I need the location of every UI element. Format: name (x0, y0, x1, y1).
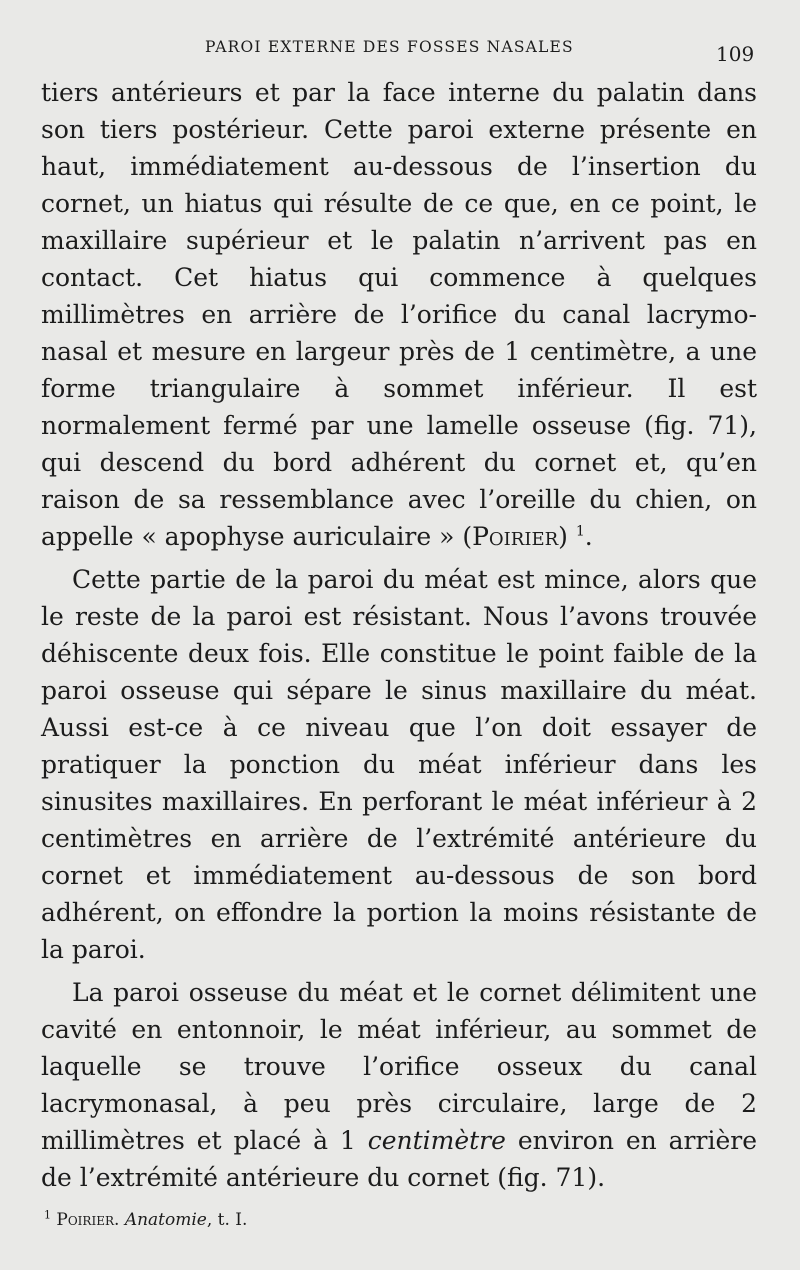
paragraph-2: Cette partie de la paroi du méat est mince, alors que le reste de la paroi est résistant. Nous l’avons trouvée déhiscente deux fois. Elle constitue le point faible de la paroi osseuse qui sépare le sinus maxillaire du méat. Aussi est-ce à ce niveau que l’on doit essayer de pratiquer la ponction du méat inférieur dans les sinusites maxillaires. En perforant le méat inférieur à 2 centimètres en arrière de l’extrémité antérieure du cornet et immédiatement au-dessous de son bord adhérent, on effondre la portion la moins résistante de la paroi. (41, 565, 757, 964)
paragraph-1-end: . (584, 522, 593, 551)
paragraph-1 (41, 74, 757, 555)
italic-term: centimètre (367, 1126, 506, 1155)
body-text (41, 74, 757, 1196)
footnote-reference[interactable]: 1 (575, 523, 585, 540)
footnote-work: Anatomie (124, 1210, 207, 1230)
author-name: Poirier (472, 522, 559, 551)
paragraph-3-after: environ en arrière de l’extrémité antérieure du cornet (fig. 71). (41, 1126, 757, 1192)
footnote-author: Poirier. (56, 1210, 120, 1230)
footnote (44, 1208, 644, 1232)
page-header (0, 36, 800, 66)
paragraph-3 (41, 974, 757, 1196)
footnote-rest: , t. I. (206, 1210, 248, 1230)
paragraph-1-after: ) (558, 522, 576, 551)
footnote-mark: 1 (44, 1208, 51, 1222)
paragraph-3-before: La paroi osseuse du méat et le cornet délimitent une cavité en entonnoir, le méat inférieur, au sommet de laquelle se trouve l’orifice osseux du canal lacrymonasal, à peu près circulaire, large de 2 millimètres et placé à 1 (41, 978, 757, 1155)
running-head: PAROI EXTERNE DES FOSSES NASALES (205, 38, 574, 56)
paragraph-1-text: tiers antérieurs et par la face interne du palatin dans son tiers postérieur. Cette paroi externe présente en haut, immédiatement au-dessous de l’insertion du cornet, un hiatus qui résulte de ce que, en ce point, le maxillaire supérieur et le palatin n’arrivent pas en contact. Cet hiatus qui commence à quelques millimètres en arrière de l’orifice du canal lacrymo-nasal et mesure en largeur près de 1 centimètre, a une forme triangulaire à sommet inférieur. Il est normalement fermé par une lamelle osseuse (fig. 71), qui descend du bord adhérent du cornet et, qu’en raison de sa ressemblance avec l’oreille du chien, on appelle « apophyse auriculaire » ( (41, 78, 757, 551)
page-number: 109 (716, 42, 755, 66)
